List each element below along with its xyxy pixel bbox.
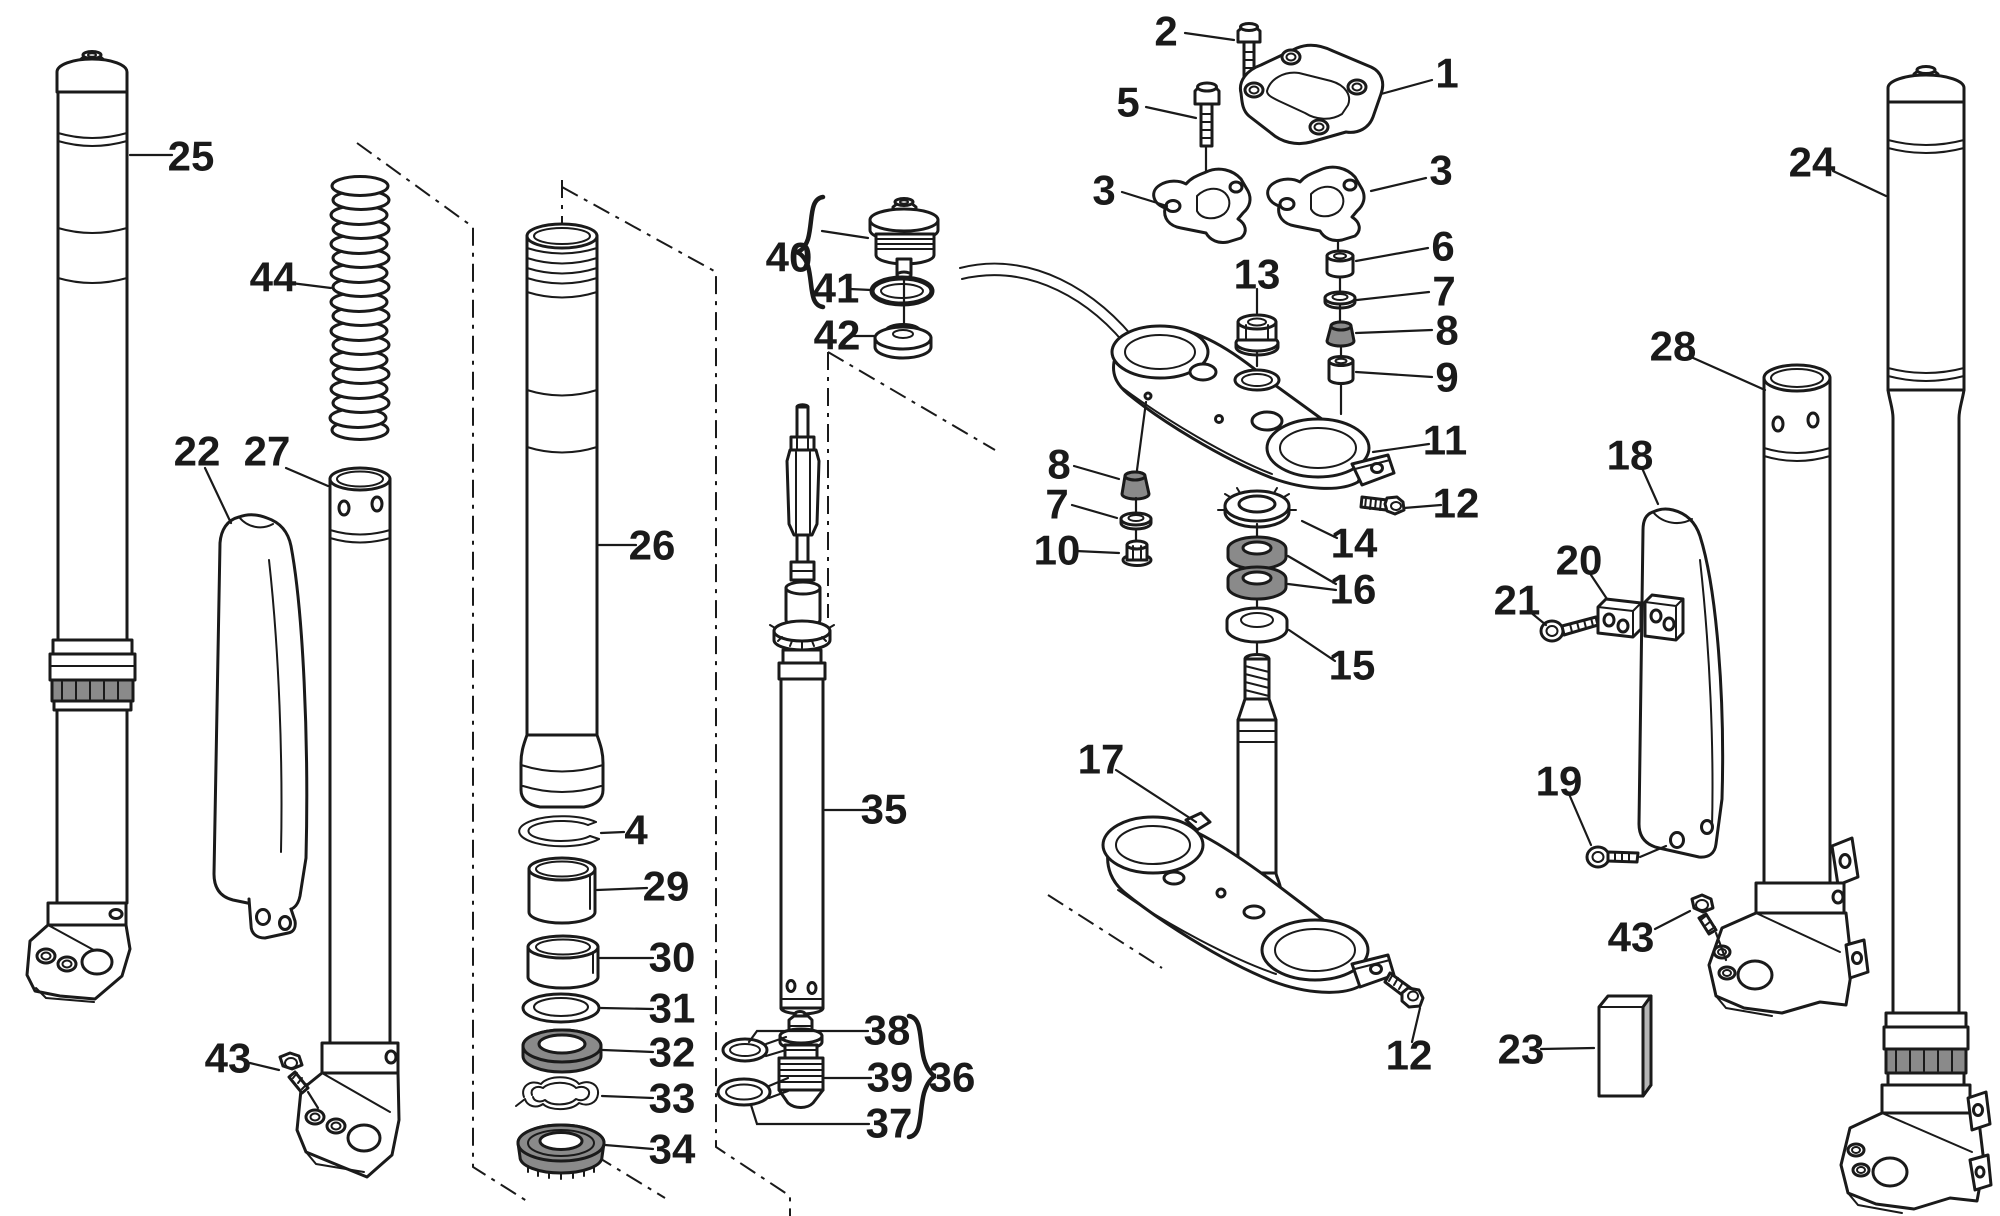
callout-number: 29 [642,862,690,910]
callout-33 [602,1075,695,1122]
guide-bushing-lower [528,936,598,988]
callout-12 [1386,1008,1433,1079]
fork-guard-left [214,515,307,938]
callout-10 [1034,527,1119,574]
callout-number: 32 [648,1028,696,1076]
leader-line [751,1105,869,1124]
callout-number: 11 [1422,416,1468,464]
callout-number: 4 [624,806,648,854]
handlebar-clamp-lower-left [1154,169,1250,242]
callout-28 [1650,323,1765,391]
callout-20 [1556,537,1607,600]
fork-leg-complete-right [1841,67,1991,1214]
o-ring-37 [718,1079,770,1105]
callout-2 [1154,8,1234,55]
fork-leg-complete-left [27,52,135,1003]
callout-13 [1234,251,1281,314]
callout-number: 25 [167,132,215,180]
callout-37 [751,1100,912,1147]
leader-line [605,1145,653,1149]
inner-tube [521,224,603,807]
callout-1 [1381,50,1459,97]
callout-number: 35 [860,785,908,833]
leader-line [603,1050,653,1052]
callout-21 [1494,577,1546,626]
callout-7 [1045,481,1117,528]
callout-27 [244,428,328,487]
handlebar-clamp-lower-right [1268,167,1364,250]
leader-line [1541,1048,1594,1049]
leader-line [1072,505,1117,518]
callout-number: 3 [1092,166,1116,214]
fork-cap-assembly [870,199,938,328]
callout-number: 6 [1431,222,1455,270]
washer-15 [1227,608,1287,642]
guide-bushing-upper [529,858,595,923]
callout-number: 36 [928,1053,976,1101]
callout-number: 8 [1435,306,1459,354]
snap-ring [519,816,599,846]
callout-number: 39 [866,1053,914,1101]
leader-line [205,468,231,523]
callout-18 [1607,432,1658,505]
callout-5 [1116,79,1196,126]
leader-line [1356,372,1432,377]
leader-line [291,283,331,288]
callout-9 [1356,354,1459,401]
leader-line [602,1096,653,1098]
callout-22 [174,428,231,524]
leader-line [1381,80,1432,94]
callout-number: 17 [1077,735,1125,783]
washer-7-left [1121,513,1151,529]
leader-line [286,468,328,486]
callout-number: 12 [1432,479,1480,527]
callout-number: 18 [1606,431,1654,479]
callout-number: 34 [648,1125,696,1173]
callout-number: 14 [1330,519,1378,567]
callout-number: 16 [1329,565,1377,613]
leader-line [1655,911,1690,929]
callout-43 [1608,911,1690,961]
callout-number: 41 [812,264,860,312]
seal-retaining-clip [516,1077,598,1109]
leader-line [1074,466,1119,479]
callout-number: 7 [1045,480,1069,528]
callout-44 [250,254,331,301]
callout-number: 27 [243,427,291,475]
fork-guard-right [1639,509,1723,857]
leader-line [1357,292,1429,300]
callout-number: 3 [1429,146,1453,194]
outer-tube-left [297,468,399,1177]
callout-19 [1536,758,1591,846]
leader-line [1833,171,1886,196]
callout-12 [1404,480,1479,527]
leader-line [1691,357,1765,390]
callout-4 [601,807,648,854]
callout-29 [597,863,689,910]
callout-15 [1289,630,1375,689]
compression-valve [779,1012,823,1108]
fork-spring [330,177,389,440]
callout-8 [1356,307,1459,354]
callout-24 [1789,139,1886,197]
rubber-mount-bushing-6 [1327,251,1353,277]
callout-38 [749,1007,910,1054]
leader-line [1356,330,1432,333]
callout-34 [605,1126,696,1173]
leader-line [822,231,868,238]
leader-line [1116,770,1196,822]
bearing-washers-16 [1228,537,1286,599]
callout-number: 44 [249,253,297,301]
callout-number: 24 [1788,138,1836,186]
callout-number: 13 [1233,250,1281,298]
callout-17 [1078,736,1196,823]
screw-21 [1541,617,1598,641]
guard-clamp-block [1598,599,1641,637]
seal-washer [523,994,599,1022]
steering-stem-nut [1236,315,1278,355]
callout-32 [603,1029,695,1076]
callout-39 [825,1054,913,1101]
leader-line [601,832,624,833]
callout-26 [599,522,675,569]
leader-line [1356,248,1428,261]
spacer-9 [1329,357,1353,384]
callout-number: 7 [1432,267,1456,315]
callout-6 [1356,223,1455,270]
reflector-pad [1599,996,1651,1096]
callout-number: 43 [204,1034,252,1082]
callout-number: 30 [648,933,696,981]
rubber-cone-8-right [1327,322,1354,346]
adjuster-ring-nut [1218,488,1296,527]
callout-number: 9 [1435,353,1459,401]
callout-14 [1302,520,1378,567]
callout-number: 15 [1328,641,1376,689]
leader-line [597,888,647,890]
leader-line [601,1008,653,1009]
leader-line [1185,33,1234,40]
callout-number: 43 [1607,913,1655,961]
callout-number: 5 [1116,78,1140,126]
callout-number: 26 [628,521,676,569]
callout-number: 12 [1385,1031,1433,1079]
cartridge-damper-assembly [770,405,834,1014]
o-ring-41 [872,278,932,304]
callout-number: 19 [1535,757,1583,805]
spring-seat-washer [875,325,931,358]
outer-tube-right [1709,365,1868,1016]
callout-number: 40 [765,233,813,281]
callout-number: 21 [1493,576,1541,624]
callout-42 [814,312,874,359]
callout-number: 33 [648,1074,696,1122]
rubber-cone-8-left [1122,472,1149,499]
callout-30 [600,934,695,981]
leader-line [1371,178,1426,191]
lock-nut-10 [1123,541,1151,566]
callout-number: 20 [1555,536,1603,584]
pinch-bolt-upper [1361,497,1404,514]
callout-number: 28 [1649,322,1697,370]
leader-line [1076,551,1119,553]
callout-number: 8 [1047,440,1071,488]
callout-number: 22 [173,427,221,475]
routing-curve [960,264,1140,353]
callout-number: 37 [865,1099,913,1147]
leader-line [1146,107,1196,118]
callout-number: 23 [1497,1025,1545,1073]
callout-number: 31 [648,984,696,1032]
callout-number: 10 [1033,526,1081,574]
screw-19 [1587,846,1666,867]
callout-41 [813,265,871,312]
oil-seal [523,1030,601,1072]
handlebar-clamp-upper [1240,45,1382,143]
callout-number: 42 [813,311,861,359]
callout-number: 1 [1435,49,1459,97]
callout-36 [929,1054,976,1101]
callout-25 [130,133,214,180]
callout-35 [825,786,907,833]
callout-number: 38 [863,1006,911,1054]
construction-lines [357,143,1162,1216]
pinch-bolt-lower [1385,973,1423,1007]
callout-number: 2 [1154,7,1178,55]
o-ring-38 [723,1039,767,1061]
callout-3 [1371,147,1453,194]
dust-seal [518,1125,604,1179]
callout-43 [205,1035,279,1082]
leader-line [250,1063,279,1070]
callout-31 [601,985,695,1032]
callout-23 [1498,1026,1594,1073]
leader-line [1373,444,1429,452]
